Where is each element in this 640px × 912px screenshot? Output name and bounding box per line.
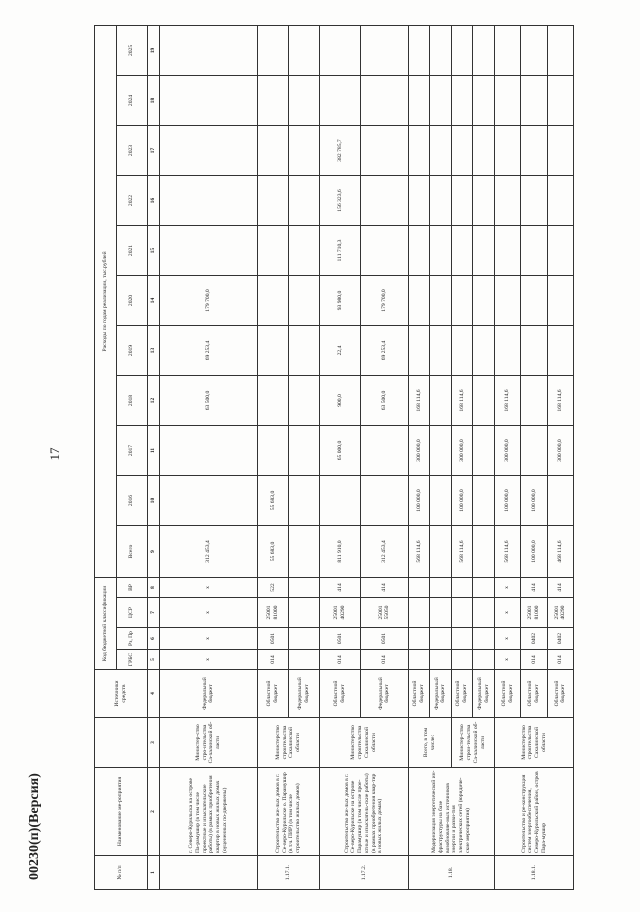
cell-2023 — [360, 126, 408, 176]
cell-csr: 25001 40290 — [547, 598, 573, 628]
cell-2021 — [430, 226, 452, 276]
cell-2022: 156 323,6 — [320, 176, 361, 226]
cell-2021: 111 710,3 — [320, 226, 361, 276]
cell-2024 — [408, 76, 430, 126]
row-executor: Министерство строительства Сахалинской области — [257, 718, 319, 768]
cell-2020 — [408, 276, 430, 326]
cell-rzpr: 0402 — [521, 628, 547, 650]
cell-grbs: 014 — [521, 650, 547, 670]
row-name: Строительство жи-лых домов в г. Се-веро-Курильске о. Парамушир (в т.ч. ПИР) (в том числе строительство жилых домов) — [257, 768, 319, 856]
cell-2022 — [257, 176, 288, 226]
cell-total: 312 453,4 — [159, 526, 257, 578]
cell-csr: х — [159, 598, 257, 628]
row-source: Федеральный бюджет — [473, 670, 495, 718]
table-row — [320, 25, 361, 889]
cell-2024 — [320, 76, 361, 126]
cell-2020 — [547, 276, 573, 326]
header-source: Источники средств — [95, 670, 148, 718]
cell-2024 — [494, 76, 520, 126]
row-source: Областной бюджет — [547, 670, 573, 718]
cell-total — [430, 526, 452, 578]
cell-2022 — [430, 176, 452, 226]
header-kbk: Код бюджетной классификации — [95, 578, 117, 670]
cell-2021 — [494, 226, 520, 276]
cell-2025 — [430, 25, 452, 75]
cell-2025 — [494, 25, 520, 75]
cell-2024 — [288, 76, 319, 126]
footer-code: 00230(п)(Версия) — [27, 773, 42, 880]
cell-vr — [408, 578, 430, 598]
cell-csr: 25001 40290 — [320, 598, 361, 628]
cell-2018: 900,0 — [320, 376, 361, 426]
index-cell: 13 — [147, 326, 159, 376]
cell-2016: 100 000,0 — [451, 476, 473, 526]
cell-2016 — [360, 476, 408, 526]
cell-2025 — [320, 25, 361, 75]
index-cell: 4 — [147, 670, 159, 718]
header-year: 2024 — [116, 76, 147, 126]
index-cell: 5 — [147, 650, 159, 670]
index-cell: 15 — [147, 226, 159, 276]
header-num: № п/п — [95, 856, 148, 890]
cell-2016 — [473, 476, 495, 526]
row-source: Федеральный бюджет — [430, 670, 452, 718]
cell-2024 — [257, 76, 288, 126]
cell-rzpr: 0402 — [547, 628, 573, 650]
cell-2024 — [159, 76, 257, 126]
cell-2018: 168 114,6 — [494, 376, 520, 426]
header-name: Наименование ме-роприятия — [95, 768, 148, 856]
cell-grbs — [473, 650, 495, 670]
cell-2016: 100 000,0 — [521, 476, 547, 526]
header-year: 2018 — [116, 376, 147, 426]
cell-2017 — [521, 426, 547, 476]
cell-2020: 179 700,0 — [159, 276, 257, 326]
cell-2020 — [521, 276, 547, 326]
cell-2021 — [451, 226, 473, 276]
cell-vr — [451, 578, 473, 598]
cell-2025 — [547, 25, 573, 75]
cell-vr — [430, 578, 452, 598]
cell-2018: 168 114,6 — [408, 376, 430, 426]
cell-2025 — [288, 25, 319, 75]
cell-2025 — [473, 25, 495, 75]
cell-2017 — [257, 426, 288, 476]
cell-vr: х — [159, 578, 257, 598]
row-num: 1.18. — [408, 856, 494, 890]
cell-2019 — [547, 326, 573, 376]
cell-rzpr — [288, 628, 319, 650]
header-executor — [95, 718, 148, 768]
cell-2016 — [288, 476, 319, 526]
cell-2023 — [430, 126, 452, 176]
cell-2016 — [159, 476, 257, 526]
cell-rzpr — [430, 628, 452, 650]
cell-2025 — [521, 25, 547, 75]
index-cell: 12 — [147, 376, 159, 426]
cell-2022 — [521, 176, 547, 226]
cell-2017 — [473, 426, 495, 476]
row-name: Строительство жи-лых домов в г. Се-веро-Курильске на острове Парамушир (в том числе прое-ктные и изыскатель-ские работы) (в рамках приобретения квар-тир в новых жилых домах) — [320, 768, 409, 856]
cell-2021 — [288, 226, 319, 276]
header-vr: ВР — [116, 578, 147, 598]
cell-2019 — [451, 326, 473, 376]
cell-2019: 22,4 — [320, 326, 361, 376]
cell-2022 — [473, 176, 495, 226]
cell-2018 — [521, 376, 547, 426]
cell-rzpr — [451, 628, 473, 650]
cell-2016: 100 000,0 — [494, 476, 520, 526]
index-cell: 6 — [147, 628, 159, 650]
cell-2017: 300 000,0 — [408, 426, 430, 476]
budget-table — [94, 25, 574, 890]
index-cell: 17 — [147, 126, 159, 176]
cell-2019 — [430, 326, 452, 376]
cell-grbs — [430, 650, 452, 670]
header-year: 2017 — [116, 426, 147, 476]
cell-vr: х — [494, 578, 520, 598]
cell-grbs: 014 — [547, 650, 573, 670]
row-num: 1.17.2. — [320, 856, 409, 890]
cell-csr: 25001 55050 — [360, 598, 408, 628]
cell-grbs — [451, 650, 473, 670]
cell-2017: 300 000,0 — [451, 426, 473, 476]
cell-2022 — [360, 176, 408, 226]
row-source: Областной бюджет — [451, 670, 473, 718]
row-num — [159, 856, 257, 890]
index-cell: 18 — [147, 76, 159, 126]
header-costs: Расходы по годам реализации, тыс.рублей — [95, 25, 117, 577]
cell-2018 — [257, 376, 288, 426]
cell-2020 — [430, 276, 452, 326]
cell-2018: 168 114,6 — [451, 376, 473, 426]
table-row — [159, 25, 257, 889]
cell-total: 568 114,6 — [451, 526, 473, 578]
page-number: 17 — [47, 447, 62, 461]
header-year: 2020 — [116, 276, 147, 326]
index-cell: 2 — [147, 768, 159, 856]
cell-2019: 69 253,4 — [159, 326, 257, 376]
cell-2023 — [547, 126, 573, 176]
cell-2017: 300 000,0 — [547, 426, 573, 476]
cell-2023: 382 785,7 — [320, 126, 361, 176]
cell-2020 — [257, 276, 288, 326]
cell-2020: 93 980,0 — [320, 276, 361, 326]
cell-vr — [288, 578, 319, 598]
cell-2024 — [451, 76, 473, 126]
cell-2017 — [430, 426, 452, 476]
cell-csr — [288, 598, 319, 628]
row-source: Федеральный бюджет — [360, 670, 408, 718]
cell-2022 — [159, 176, 257, 226]
cell-rzpr: 0501 — [360, 628, 408, 650]
cell-total: 568 114,6 — [494, 526, 520, 578]
cell-2022 — [408, 176, 430, 226]
cell-2017 — [360, 426, 408, 476]
header-year: 2023 — [116, 126, 147, 176]
cell-2023 — [159, 126, 257, 176]
cell-2021 — [257, 226, 288, 276]
rotated-table-wrapper — [94, 26, 574, 890]
index-cell: 19 — [147, 25, 159, 75]
index-cell: 1 — [147, 856, 159, 890]
cell-2023 — [408, 126, 430, 176]
row-executor: Министерство строительства Сахалинской области — [494, 718, 573, 768]
cell-2024 — [547, 76, 573, 126]
index-cell: 14 — [147, 276, 159, 326]
cell-2016 — [430, 476, 452, 526]
cell-2020 — [473, 276, 495, 326]
row-source: Федеральный бюджет — [159, 670, 257, 718]
cell-2021 — [473, 226, 495, 276]
cell-2021 — [408, 226, 430, 276]
cell-2023 — [288, 126, 319, 176]
cell-2017 — [159, 426, 257, 476]
cell-2024 — [473, 76, 495, 126]
cell-total: 468 114,6 — [547, 526, 573, 578]
row-num: 1.18.1. — [494, 856, 573, 890]
cell-2022 — [547, 176, 573, 226]
cell-2020: 179 700,0 — [360, 276, 408, 326]
cell-2017: 65 000,0 — [320, 426, 361, 476]
cell-total: 55 683,0 — [257, 526, 288, 578]
cell-2018: 63 500,0 — [159, 376, 257, 426]
cell-vr: 522 — [257, 578, 288, 598]
cell-2018: 63 500,0 — [360, 376, 408, 426]
cell-2023 — [473, 126, 495, 176]
cell-2018 — [430, 376, 452, 426]
index-cell: 8 — [147, 578, 159, 598]
cell-2025 — [451, 25, 473, 75]
table-row — [451, 25, 473, 889]
cell-grbs: 014 — [360, 650, 408, 670]
row-num: 1.17.1. — [257, 856, 319, 890]
cell-vr: 414 — [547, 578, 573, 598]
cell-2025 — [408, 25, 430, 75]
cell-2021 — [521, 226, 547, 276]
cell-vr: 414 — [521, 578, 547, 598]
table-row — [408, 25, 430, 889]
header-csr: ЦСР — [116, 598, 147, 628]
cell-grbs: х — [159, 650, 257, 670]
cell-rzpr — [473, 628, 495, 650]
cell-2017: 300 000,0 — [494, 426, 520, 476]
row-name: г. Северо-Курильска на острове Па-рамушир (в том числе проектные и изыскательские работы) (в рамках приобретения квартир в новых жилых домах (оуцененных по-двержены) — [159, 768, 257, 856]
cell-total — [288, 526, 319, 578]
cell-2019 — [257, 326, 288, 376]
index-cell: 11 — [147, 426, 159, 476]
cell-total: 568 114,6 — [408, 526, 430, 578]
cell-2016 — [320, 476, 361, 526]
cell-csr: 25001 81000 — [257, 598, 288, 628]
cell-2017 — [288, 426, 319, 476]
row-executor: Всего, в том числе: — [408, 718, 451, 768]
row-source: Федеральный бюджет — [288, 670, 319, 718]
row-executor: Министерство строительства Сахалинской области — [320, 718, 409, 768]
cell-rzpr — [408, 628, 430, 650]
cell-2016 — [547, 476, 573, 526]
cell-2018: 168 114,6 — [547, 376, 573, 426]
table-row — [257, 25, 288, 889]
header-total: Всего — [116, 526, 147, 578]
row-executor: Министер-ство стро-ительства Са-халинской об-ласти — [159, 718, 257, 768]
cell-2025 — [360, 25, 408, 75]
cell-csr: 25001 81000 — [521, 598, 547, 628]
cell-2016: 55 683,0 — [257, 476, 288, 526]
cell-2019 — [408, 326, 430, 376]
row-source: Областной бюджет — [494, 670, 520, 718]
cell-vr — [473, 578, 495, 598]
index-cell: 10 — [147, 476, 159, 526]
index-cell: 3 — [147, 718, 159, 768]
cell-2016: 100 000,0 — [408, 476, 430, 526]
cell-total: 312 453,4 — [360, 526, 408, 578]
cell-grbs: 014 — [257, 650, 288, 670]
cell-total: 811 910,0 — [320, 526, 361, 578]
cell-2023 — [451, 126, 473, 176]
cell-csr — [473, 598, 495, 628]
cell-2019 — [288, 326, 319, 376]
cell-2022 — [451, 176, 473, 226]
header-year: 2021 — [116, 226, 147, 276]
row-name: Модернизация энергетической ин-фраструктуры на базе возобновляе-мых источников энергии и разви-тия электрических сетей (юридиче-ские мероприятия) — [408, 768, 494, 856]
row-executor: Министер-ство строи-тельства Са-халинской об-ласти — [451, 718, 494, 768]
cell-2019 — [494, 326, 520, 376]
cell-csr — [451, 598, 473, 628]
index-cell: 9 — [147, 526, 159, 578]
cell-2019 — [521, 326, 547, 376]
cell-grbs — [288, 650, 319, 670]
header-year: 2025 — [116, 25, 147, 75]
cell-csr — [408, 598, 430, 628]
cell-grbs: 014 — [320, 650, 361, 670]
cell-2023 — [494, 126, 520, 176]
cell-2025 — [159, 25, 257, 75]
cell-2018 — [288, 376, 319, 426]
row-source: Областной бюджет — [257, 670, 288, 718]
header-grbs: ГРБС — [116, 650, 147, 670]
cell-2021 — [547, 226, 573, 276]
cell-2021 — [159, 226, 257, 276]
cell-grbs — [408, 650, 430, 670]
cell-rzpr: 0501 — [257, 628, 288, 650]
cell-2020 — [494, 276, 520, 326]
cell-2019 — [473, 326, 495, 376]
header-rzpr: Рз, Пр — [116, 628, 147, 650]
cell-total: 100 000,0 — [521, 526, 547, 578]
cell-rzpr: х — [494, 628, 520, 650]
cell-vr: 414 — [320, 578, 361, 598]
cell-2023 — [257, 126, 288, 176]
cell-csr: х — [494, 598, 520, 628]
cell-2020 — [451, 276, 473, 326]
header-year: 2016 — [116, 476, 147, 526]
header-year: 2022 — [116, 176, 147, 226]
cell-2025 — [257, 25, 288, 75]
cell-2024 — [521, 76, 547, 126]
cell-2022 — [494, 176, 520, 226]
cell-csr — [430, 598, 452, 628]
cell-rzpr: х — [159, 628, 257, 650]
cell-2020 — [288, 276, 319, 326]
cell-2024 — [360, 76, 408, 126]
cell-vr: 414 — [360, 578, 408, 598]
row-source: Областной бюджет — [521, 670, 547, 718]
cell-2023 — [521, 126, 547, 176]
index-cell: 16 — [147, 176, 159, 226]
cell-grbs: х — [494, 650, 520, 670]
cell-total — [473, 526, 495, 578]
table-row — [494, 25, 520, 889]
row-name: Строительство и ре-конструкция систем энергообеспечения, Северо-Курильский район, остров Пара-мушир — [494, 768, 573, 856]
cell-2018 — [473, 376, 495, 426]
cell-rzpr: 0501 — [320, 628, 361, 650]
header-year: 2019 — [116, 326, 147, 376]
cell-2024 — [430, 76, 452, 126]
row-source: Областной бюджет — [408, 670, 430, 718]
cell-2019: 69 253,4 — [360, 326, 408, 376]
index-cell: 7 — [147, 598, 159, 628]
row-source: Областной бюджет — [320, 670, 361, 718]
cell-2022 — [288, 176, 319, 226]
cell-2021 — [360, 226, 408, 276]
